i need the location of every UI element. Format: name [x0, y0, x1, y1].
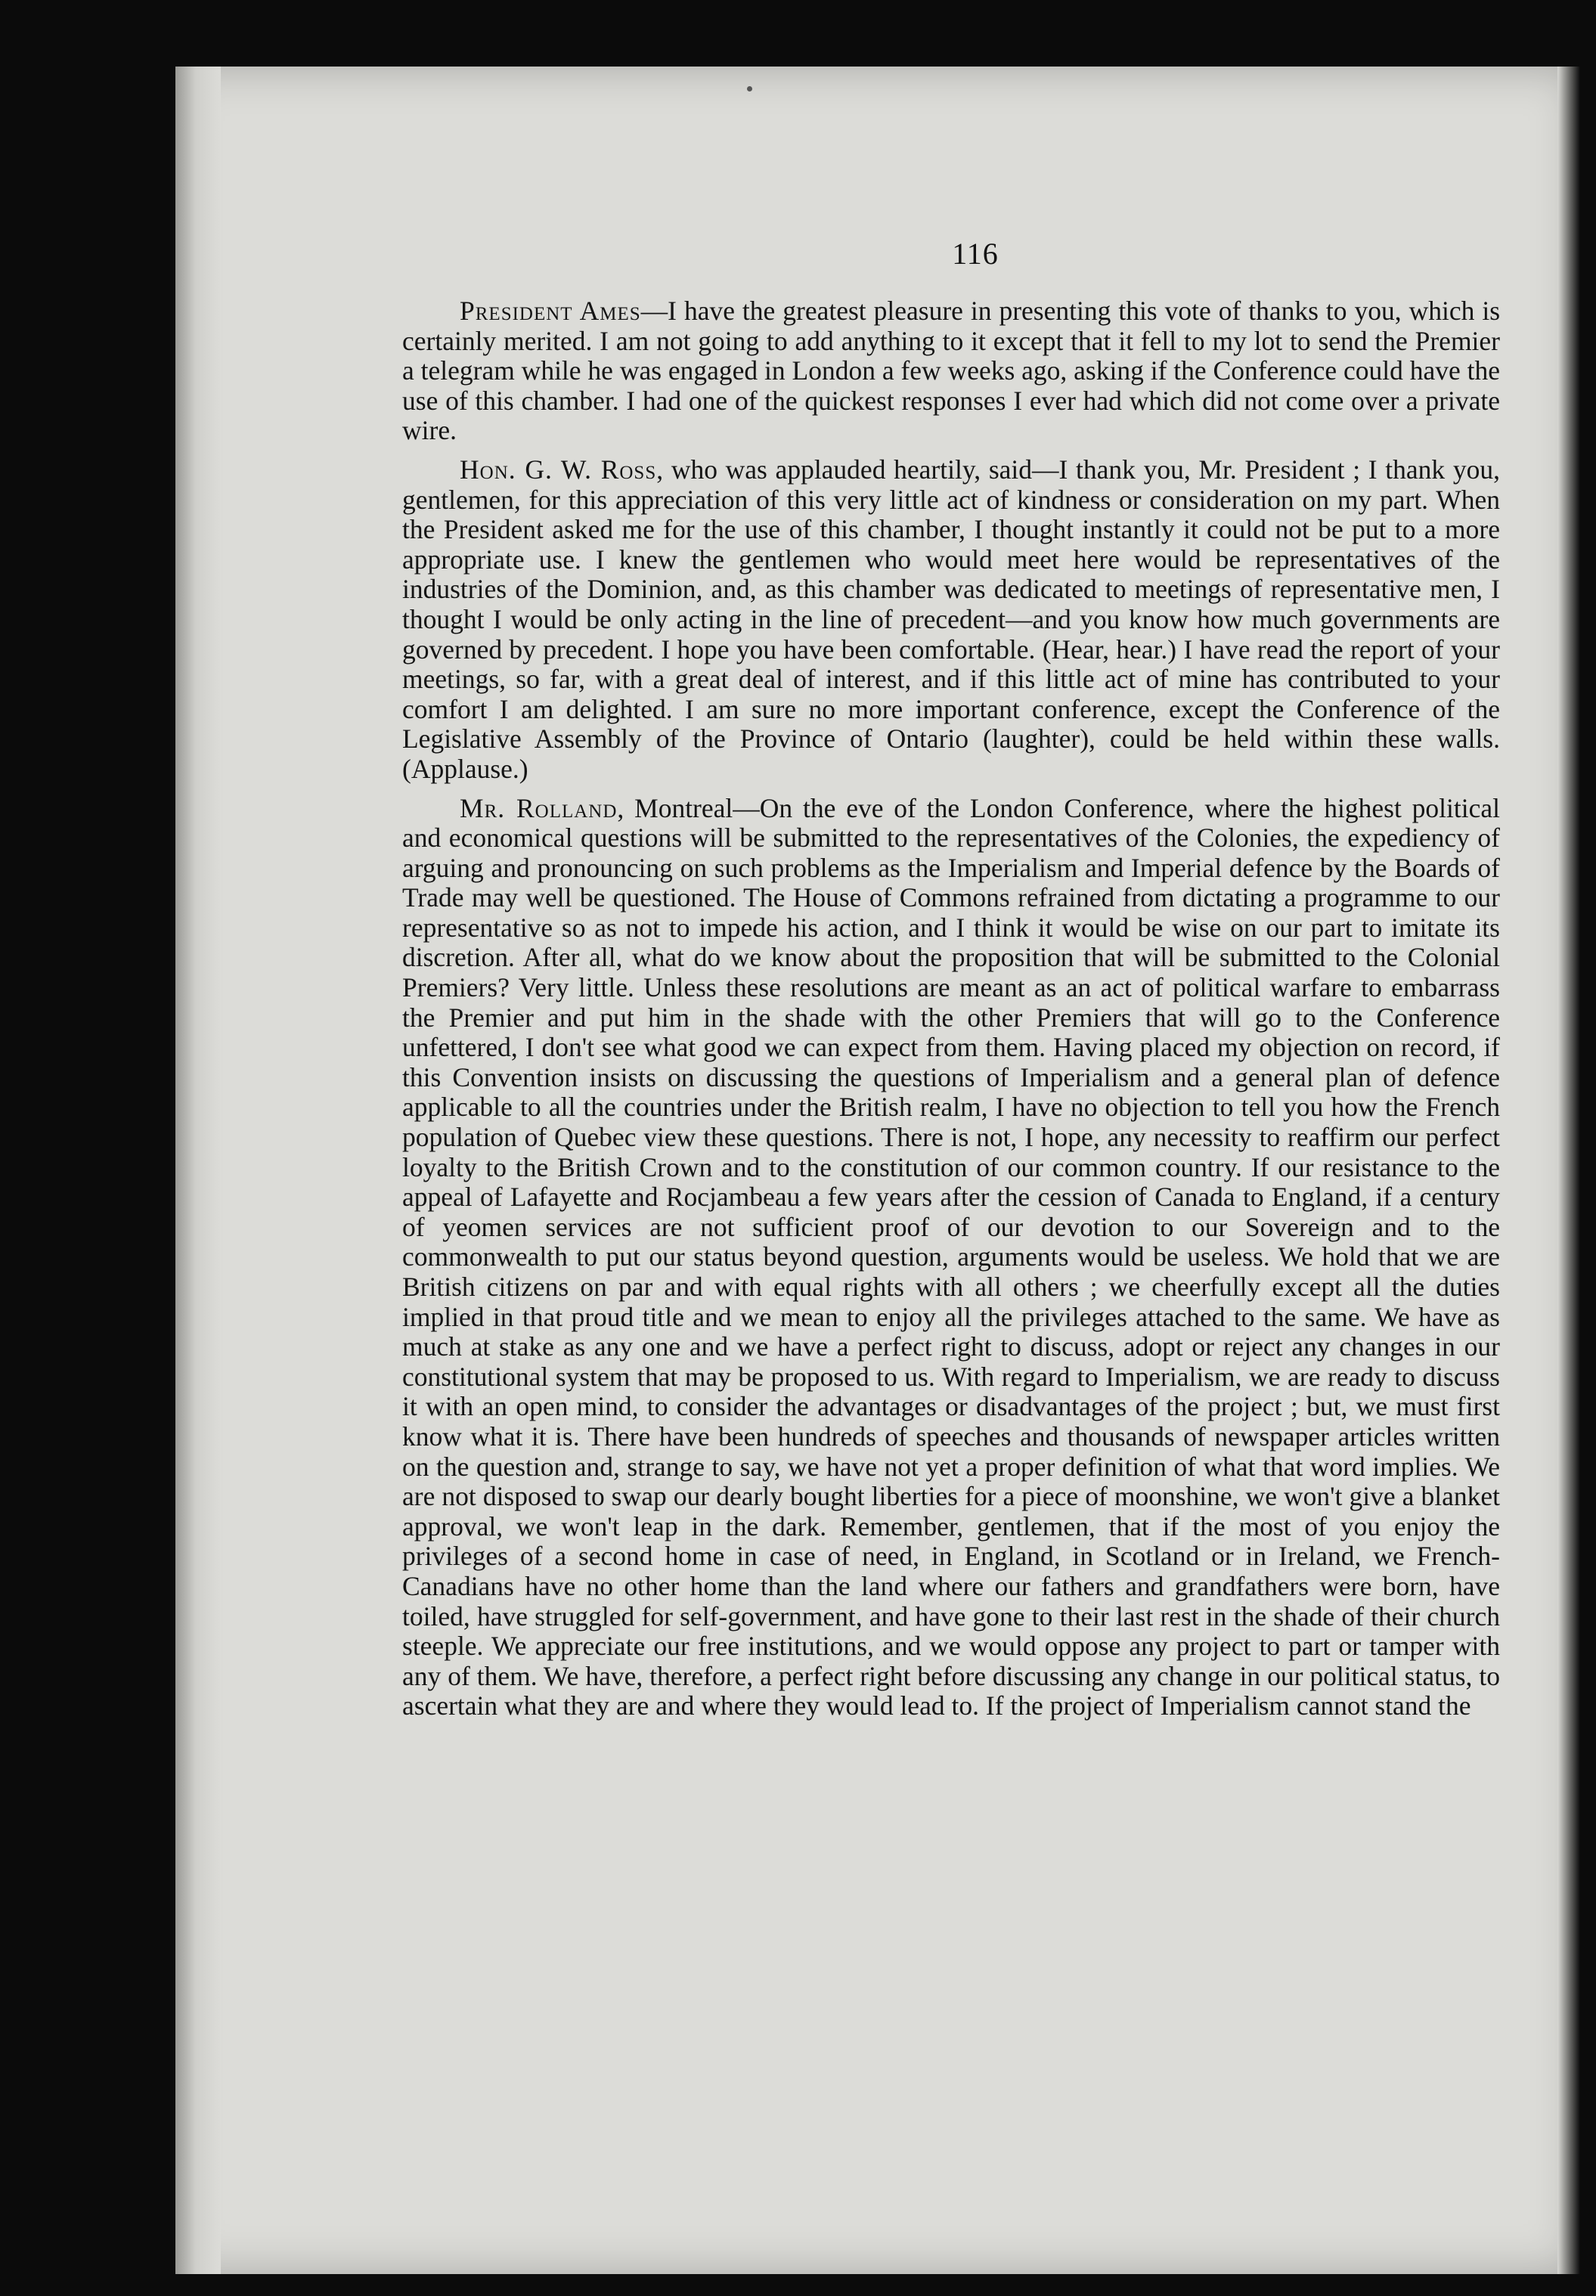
paragraph-mr-rolland	[402, 794, 1500, 1721]
paragraph-hon-ross	[402, 455, 1500, 785]
page-binding-shadow	[175, 67, 221, 2274]
paragraph-text: —I have the greatest pleasure in presenting this vote of thanks to you, which is certainly merited. I am not going to add anything to it except that it fell to my lot to send the Premier a telegram while he was engaged in London a few weeks ago, asking if the Conference could have the use of this chamber. I had one of the quickest responses I ever had which did not come over a private wire.	[402, 296, 1501, 446]
paragraph-text: , Montreal—On the eve of the London Conference, where the highest political and economical questions will be submitted to the representatives of the Colonies, the expediency of arguing and pronouncing on such problems as the Imperialism and Imperial defence by the Boards of Trade may well be questioned. The House of Commons refrained from dictating a programme to our representative so as not to impede his action, and I think it would be wise on our part to imitate its discretion. After all, what do we know about the proposition that will be submitted to the Colonial Premiers? Very little. Unless these resolutions are meant as an act of political warfare to embarrass the Premier and put him in the shade with the other Premiers that will go to the Conference unfettered, I don't see what good we can expect from them. Having placed my objection on record, if this Convention insists on discussing the questions of Imperialism and a general plan of defence applicable to all the countries under the British realm, I have no objection to tell you how the French population of Quebec view these questions. There is not, I hope, any necessity to reaffirm our perfect loyalty to the British Crown and to the constitution of our common country. If our resistance to the appeal of Lafayette and Rocjambeau a few years after the cession of Canada to England, if a century of yeomen services are not sufficient proof of our devotion to our Sovereign and to the commonwealth to put our status beyond question, arguments would be useless. We hold that we are British citizens on par and with equal rights with all others ; we cheerfully except all the duties implied in that proud title and we mean to enjoy all the privileges attached to the same. We have as much at stake as any one and we have a perfect right to discuss, adopt or reject any changes in our constitutional system that may be proposed to us. With regard to Imperialism, we are ready to discuss it with an open mind, to consider the advantages or disadvantages of the project ; but, we must first know what it is. There have been hundreds of speeches and thousands of newspaper articles written on the question and, strange to say, we have not yet a proper definition of what that word implies. We are not disposed to swap our dearly bought liberties for a piece of moonshine, we won't give a blanket approval, we won't leap in the dark. Remember, gentlemen, that if the most of you enjoy the privileges of a second home in case of need, in England, in Scotland or in Ireland, we French-Canadians have no other home than the land where our fathers and grandfathers were born, have toiled, have struggled for self-government, and have gone to their last rest in the shade of their church steeple. We appreciate our free institutions, and we would oppose any project to part or tamper with any of them. We have, therefore, a perfect right before discussing any change in our political status, to ascertain what they are and where they would lead to. If the project of Imperialism cannot stand the	[402, 792, 1500, 1721]
body-text	[402, 296, 1500, 1721]
page-right-edge	[1557, 67, 1580, 2274]
page-number: 116	[952, 237, 999, 271]
paragraph-text: , who was applauded heartily, said—I thank you, Mr. President ; I thank you, gentlemen, for this appreciation of this very little act of kindness or consideration on my part. When the President asked me for the use of this chamber, I thought instantly it could not be put to a more appropriate use. I knew the gentlemen who would meet here would be representatives of the industries of the Dominion, and, as this chamber was dedicated to meetings of representative men, I thought I would be only acting in the line of precedent—and you know how much governments are governed by precedent. I hope you have been comfortable. (Hear, hear.) I have read the report of your meetings, so far, with a great deal of interest, and if this little act of mine has contributed to your comfort I am delighted. I am sure no more important conference, except the Conference of the Legislative Assembly of the Province of Ontario (laughter), could be held within these walls. (Applause.)	[402, 454, 1501, 784]
paragraph-president-ames	[402, 296, 1500, 446]
ink-speck	[747, 86, 752, 91]
speaker-name: President Ames	[460, 296, 641, 326]
speaker-name: Hon. G. W. Ross	[460, 454, 657, 485]
speaker-name: Mr. Rolland	[460, 792, 618, 823]
